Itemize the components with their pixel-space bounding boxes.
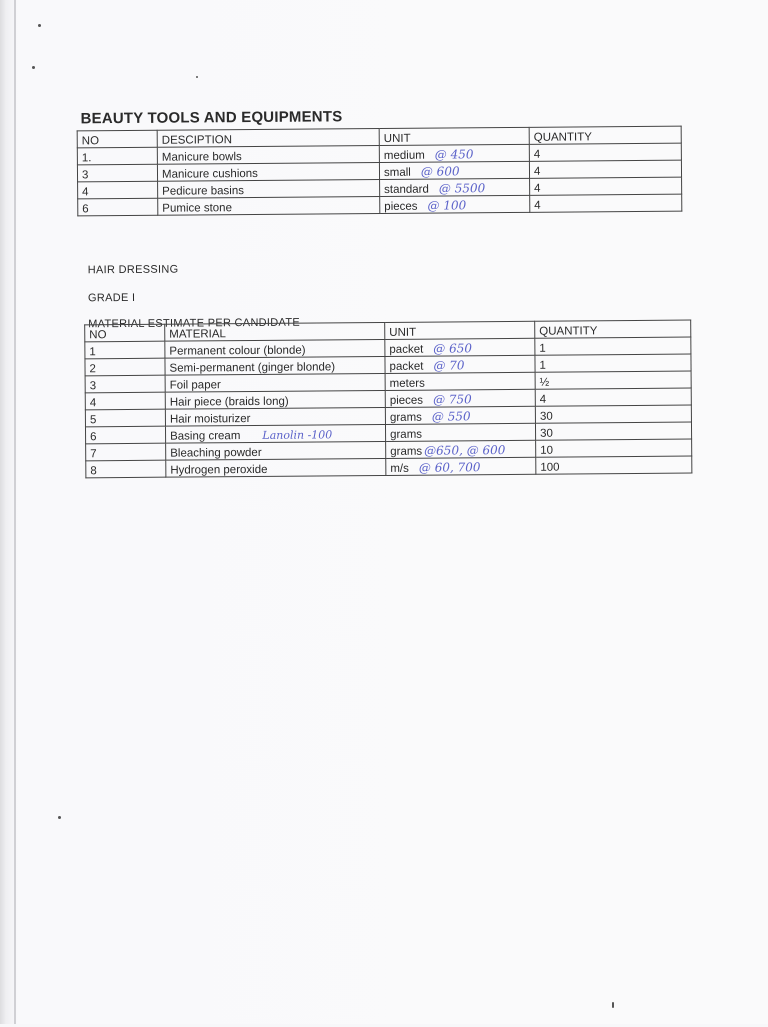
material-text: Basing cream (170, 430, 241, 443)
cell-no: 6 (78, 198, 158, 216)
cell-unit (385, 372, 535, 390)
cell-unit (379, 161, 529, 179)
unit-text: medium (383, 149, 425, 162)
cell-quantity: 1 (535, 337, 691, 355)
unit-text: pieces (384, 200, 418, 213)
handwritten-price: @650, @ 600 (424, 443, 506, 458)
cell-unit (385, 355, 535, 373)
unit-text: m/s (390, 462, 409, 475)
cell-quantity: 30 (535, 422, 691, 440)
page-title: BEAUTY TOOLS AND EQUIPMENTS (80, 108, 343, 128)
cell-no: 4 (78, 181, 158, 199)
unit-text: standard (384, 183, 429, 196)
handwritten-price: @ 550 (431, 409, 471, 424)
cell-material (165, 424, 385, 443)
header-unit: UNIT (379, 127, 529, 145)
header-description: DESCIPTION (157, 129, 379, 148)
cell-description: Manicure cushions (157, 163, 379, 182)
cell-description: Manicure bowls (157, 146, 379, 165)
header-unit: UNIT (385, 321, 535, 339)
cell-quantity: 4 (530, 194, 682, 212)
cell-quantity: 4 (530, 177, 682, 195)
section-heading: HAIR DRESSING (87, 263, 179, 277)
cell-quantity: ½ (535, 371, 691, 389)
handwritten-price: @ 750 (432, 392, 472, 407)
handwritten-price: @ 450 (434, 147, 474, 162)
cell-no: 3 (85, 375, 165, 393)
cell-no: 4 (85, 392, 165, 410)
cell-unit (385, 338, 535, 356)
cell-material: Permanent colour (blonde) (165, 339, 385, 358)
cell-unit (386, 440, 536, 458)
unit-text: grams (390, 445, 423, 458)
unit-text: grams (390, 428, 423, 441)
cell-no: 3 (77, 164, 157, 182)
handwritten-price: @ 60, 700 (418, 460, 481, 475)
cell-unit (379, 144, 529, 162)
cell-material: Bleaching powder (166, 441, 386, 460)
handwritten-price: @ 600 (420, 164, 460, 179)
header-no: NO (77, 130, 157, 148)
cell-unit (385, 423, 535, 441)
cell-quantity: 1 (535, 354, 691, 372)
cell-quantity: 4 (529, 160, 681, 178)
cell-no: 8 (86, 460, 166, 478)
cell-material: Hair piece (braids long) (165, 390, 385, 409)
unit-text: grams (389, 411, 422, 424)
header-no: NO (85, 324, 165, 342)
header-quantity: QUANTITY (529, 126, 681, 144)
cell-material: Foil paper (165, 373, 385, 392)
header-quantity: QUANTITY (535, 320, 691, 338)
handwritten-price: @ 100 (427, 198, 467, 213)
cell-quantity: 4 (529, 143, 681, 161)
cell-no: 1. (77, 147, 157, 165)
cell-no: 7 (86, 443, 166, 461)
handwritten-price: @ 70 (433, 358, 465, 373)
beauty-tools-table (77, 126, 683, 217)
handwritten-margin-note: Lanolin -100 (262, 428, 333, 442)
cell-quantity: 100 (536, 456, 692, 474)
materials-table (84, 320, 692, 479)
cell-no: 6 (85, 426, 165, 444)
cell-unit (380, 178, 530, 196)
cell-material: Hydrogen peroxide (166, 458, 386, 477)
cell-description: Pedicure basins (158, 179, 380, 198)
unit-text: pieces (389, 394, 424, 407)
grade-label: GRADE I (87, 291, 136, 305)
unit-text: meters (389, 377, 425, 390)
cell-description: Pumice stone (158, 196, 380, 215)
cell-material: Semi-permanent (ginger blonde) (165, 356, 385, 375)
cell-quantity: 4 (535, 388, 691, 406)
unit-text: packet (389, 343, 424, 356)
handwritten-price: @ 650 (433, 341, 473, 356)
cell-no: 5 (85, 409, 165, 427)
cell-no: 1 (85, 341, 165, 359)
estimate-label: MATERIAL ESTIMATE PER CANDIDATE (88, 316, 301, 331)
unit-text: packet (389, 360, 424, 373)
cell-quantity: 30 (535, 405, 691, 423)
cell-quantity: 10 (536, 439, 692, 457)
cell-unit (380, 195, 530, 213)
header-material: MATERIAL (165, 322, 385, 341)
cell-material: Hair moisturizer (165, 407, 385, 426)
unit-text: small (383, 166, 411, 179)
cell-no: 2 (85, 358, 165, 376)
cell-unit (385, 406, 535, 424)
handwritten-price: @ 5500 (438, 181, 486, 196)
cell-unit (385, 389, 535, 407)
cell-unit (386, 457, 536, 475)
